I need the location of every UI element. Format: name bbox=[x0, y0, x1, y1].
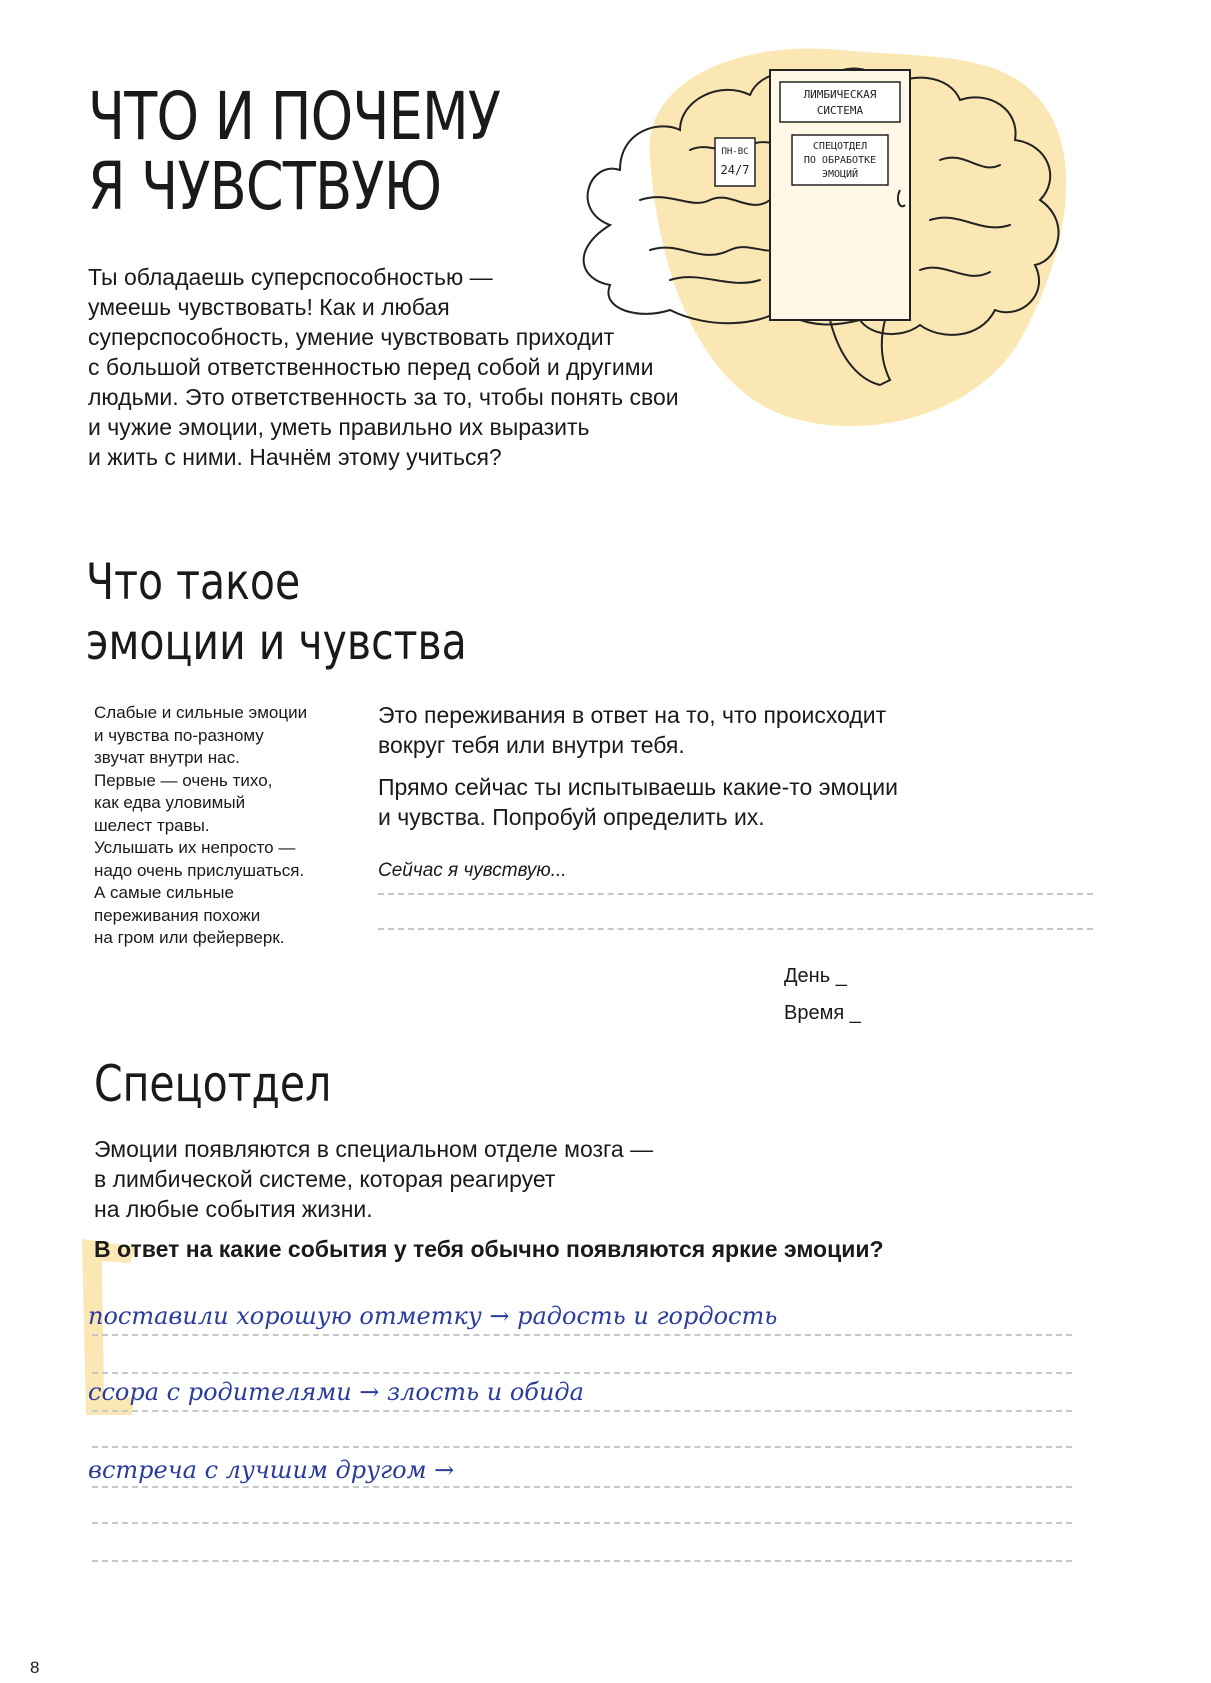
section2-paragraph: Эмоции появляются в специальном отделе мозга — в лимбической системе, которая реагирует на любые события жизни. bbox=[94, 1136, 654, 1222]
side-note: Слабые и сильные эмоции и чувства по-разному звучат внутри нас. Первые — очень тихо, как едва уловимый шелест травы. Услышать их непросто — надо очень прислушаться. А самые сильные переживания похожи на гром или фейерверк. bbox=[94, 703, 308, 947]
answer-text: встреча с лучшим другом → bbox=[88, 1456, 455, 1484]
door-sign-line1: ЛИМБИЧЕСКАЯ bbox=[803, 88, 877, 101]
answer-line[interactable] bbox=[378, 928, 1093, 930]
door-plate-line2: ПО ОБРАБОТКЕ bbox=[803, 155, 877, 166]
section1-paragraph2: Прямо сейчас ты испытываешь какие-то эмоции и чувства. Попробуй определить их. bbox=[378, 774, 898, 830]
answer-line[interactable] bbox=[92, 1372, 1072, 1374]
section1-title bbox=[86, 552, 467, 672]
answer-line[interactable] bbox=[92, 1410, 1072, 1412]
answer-line[interactable] bbox=[92, 1560, 1072, 1562]
answer-line[interactable] bbox=[92, 1334, 1072, 1336]
section2-title: Спецотдел bbox=[94, 1055, 332, 1113]
answer-text: ссора с родителями → злость и обида bbox=[88, 1378, 584, 1406]
section1-title-line1: Что такое bbox=[86, 553, 301, 611]
door-plate-line1: СПЕЦОТДЕЛ bbox=[812, 141, 868, 152]
door-sign-line2: СИСТЕМА bbox=[816, 104, 864, 117]
answer-line[interactable] bbox=[92, 1486, 1072, 1488]
page-number: 8 bbox=[30, 1658, 40, 1677]
question: В ответ на какие события у тебя обычно появляются яркие эмоции? bbox=[94, 1236, 884, 1262]
section1-title-line2: эмоции и чувства bbox=[86, 613, 467, 671]
answer-line[interactable] bbox=[92, 1446, 1072, 1448]
door-plate-line3: ЭМОЦИЙ bbox=[821, 169, 859, 180]
answer-text: поставили хорошую отметку → радость и гордость bbox=[88, 1302, 778, 1330]
time-label: Время _ bbox=[784, 1002, 861, 1024]
feeling-prompt: Сейчас я чувствую... bbox=[378, 860, 567, 881]
section1-paragraph1: Это переживания в ответ на то, что происходит вокруг тебя или внутри тебя. bbox=[378, 702, 887, 758]
answer-line[interactable] bbox=[378, 893, 1093, 895]
hours-line1: ПН-ВС bbox=[721, 147, 749, 157]
page-title-line1: ЧТО И ПОЧЕМУ bbox=[88, 78, 501, 155]
hours-line2: 24/7 bbox=[720, 163, 750, 177]
intro-paragraph: Ты обладаешь суперспособностью — умеешь чувствовать! Как и любая суперспособность, умение чувствовать приходит с большой ответственностью перед собой и другими людьми. Это ответственность за то, чтобы понять свои и чужие эмоции, уметь правильно их выразить и жить с ними. Начнём этому учиться? bbox=[88, 264, 679, 470]
answer-line[interactable] bbox=[92, 1522, 1072, 1524]
day-label: День _ bbox=[784, 965, 847, 987]
page-title bbox=[88, 78, 501, 225]
page-title-line2: Я ЧУВСТВУЮ bbox=[88, 148, 442, 225]
